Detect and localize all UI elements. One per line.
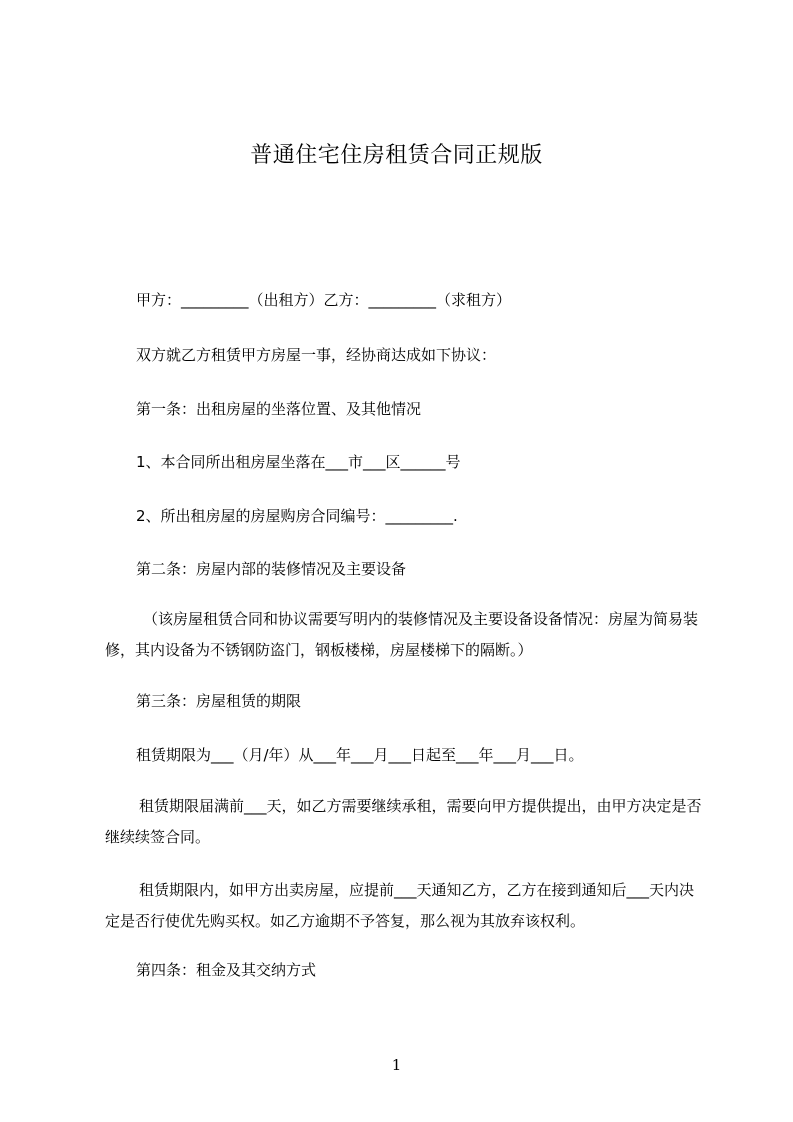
renewal-clause: 租赁期限届满前___天，如乙方需要继续承租，需要向甲方提供提出，由甲方决定是否继续续签合同。 xyxy=(105,797,702,846)
sale-clause: 租赁期限内，如甲方出卖房屋，应提前___天通知乙方，乙方在接到通知后___天内决定是否行使优先购买权。如乙方逾期不予答复，那么视为其放弃该权利。 xyxy=(105,881,695,930)
document-title: 普通住宅住房租赁合同正规版 xyxy=(250,143,543,168)
article-1-heading: 第一条：出租房屋的坐落位置、及其他情况 xyxy=(136,400,422,418)
article-2-heading: 第二条：房屋内部的装修情况及主要设备 xyxy=(136,560,407,578)
parties-line: 甲方：_________（出租方）乙方：_________（求租方） xyxy=(136,291,512,309)
article-4-heading: 第四条：租金及其交纳方式 xyxy=(136,961,317,979)
agreement-intro: 双方就乙方租赁甲方房屋一事，经协商达成如下协议： xyxy=(136,346,497,364)
article-2-body: （该房屋租赁合同和协议需要写明内的装修情况及主要设备设备情况：房屋为简易装修，其内设备为不锈钢防盗门，钢板楼梯，房屋楼梯下的隔断。） xyxy=(105,610,699,659)
article-1-item-1: 1、本合同所出租房屋坐落在___市___区______号 xyxy=(136,453,461,471)
lease-term-line: 租赁期限为___（月/年）从___年___月___日起至___年___月___日。 xyxy=(136,746,584,764)
page-number: 1 xyxy=(391,1056,402,1074)
article-3-heading: 第三条：房屋租赁的期限 xyxy=(136,692,302,710)
article-1-item-2: 2、所出租房屋的房屋购房合同编号：_________. xyxy=(136,507,458,525)
